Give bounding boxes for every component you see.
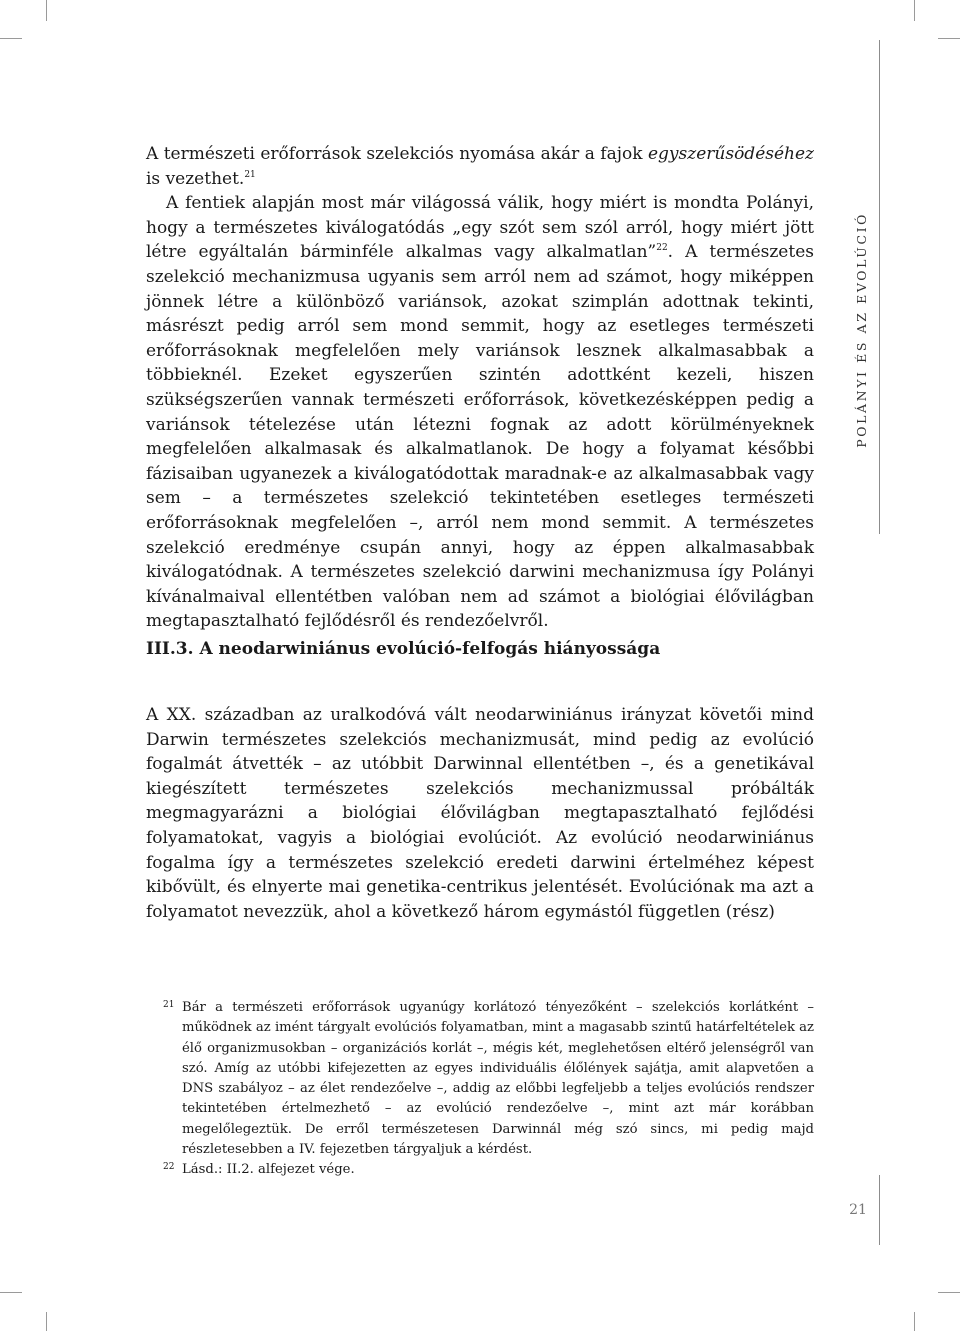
footnote-number: 22 [163,1162,175,1173]
footnote-text: Bár a természeti erőforrások ugyanúgy korlátozó tényezőként – szelekciós korlátként – működnek az imént tárgyalt evolúciós folyamatban, mint a magasabb szintű határfeltételek az élő organizmusokban – organizációs korlát –, mégis két, meglehetősen eltérő jelenségről van szó. Amíg az utóbbi kifejezetten az egyes individuális élőlények sajátja, amit alapvetően a DNS szabályoz – az élet rendezőelve –, addig az előbbi legfeljebb a teljes evolúciós rendszer tekintetében értelmezhető – az evolúció rendezőelve –, mint azt már korábban megelőlegeztük. De erről természetesen Darwinnál még szó sincs, mi pedig majd részletesebben a IV. fejezetben tárgyaljuk a kérdést. [182,1000,814,1158]
crop-mark-bottom-left [0,1292,22,1293]
crop-mark-right-bottom [914,1312,915,1331]
running-head: POLÁNYI ÉS AZ EVOLÚCIÓ [853,212,869,448]
paragraph-1: A természeti erőforrások szelekciós nyomása akár a fajok egyszerűsödéséhez is vezethet.$^{21}$ [146,144,814,189]
crop-mark-left-bottom [46,1312,47,1331]
footnote-ref-22[interactable]: 22 [656,243,668,254]
paragraph-2: A fentiek alapján most már világossá válik, hogy miért is mondta Polányi, hogy a természetes kiválogatódás „egy szót sem szól arról, hogy miért jött létre egyáltalán bárminféle alkalmas vagy alkalmatlan”$^{22}$. A természetes szelekció mechanizmusa ugyanis sem arról nem ad számot, hogy miképpen jönnek létre a különböző variánsok, azokat szimplán adottnak tekinti, másrészt pedig arról sem mond semmit, hogy az esetleges természeti erőforrásoknak megfelelően mely variánsok lesznek alkalmasabbak a többieknél. Ezeket egyszerűen szintén adottként kezeli, hiszen szükségszerűen vannak természeti erőforrások, következésképpen pedig a variánsok tételezése után létezni fognak az adott körülményeknek megfelelően alkalmasak és alkalmatlanok. De hogy a folyamat későbbi fázisaiban ugyanezek a kiválogatódottak maradnak-e az alkalmasabbak vagy sem – a természetes szelekció tekintetében esetleges természeti erőforrásoknak megfelelően –, arról nem mond semmit. A természetes szelekció eredménye csupán annyi, hogy az éppen alkalmasabbak kiválogatódnak. A természetes szelekció darwini mechanizmusa így Polányi kívánalmaival ellentétben valóban nem ad számot a biológiai élővilágban megtapasztalható fejlődésről és rendezőelvről. [146,193,814,632]
footnote-22 [146,1160,814,1180]
crop-mark-bottom-right [938,1292,960,1293]
crop-mark-top-right [914,0,915,21]
footnotes [146,998,814,1181]
page-number-rule [879,1175,880,1245]
running-head-rule [879,40,880,534]
paragraph-3: A XX. században az uralkodóvá vált neodarwiniánus irányzat követői mind Darwin természetes szelekciós mechanizmusát, mind pedig az evolúció fogalmát átvették – az utóbbit Darwinnal ellentétben –, és a genetikával kiegészített természetes szelekciós mechanizmussal próbálták megmagyarázni a biológiai élővilágban megtapasztalható fejlődési folyamatokat, vagyis a biológiai evolúciót. Az evolúció neodarwiniánus fogalma így a természetes szelekció eredeti darwini értelméhez képest kibővült, és elnyerte mai genetika-centrikus jelentését. Evolúciónak ma azt a folyamatot nevezzük, ahol a következő három egymástól független (rész) [146,705,814,922]
main-text [146,142,814,634]
crop-mark-top-left [46,0,47,21]
footnote-21 [146,998,814,1160]
section-text [146,686,814,941]
footnote-ref-21[interactable]: 21 [244,169,256,180]
footnote-number: 21 [163,1000,175,1010]
crop-mark-left-top [0,38,22,39]
section-title: III.3. A neodarwiniánus evolúció-felfogás hiányossága [146,639,661,659]
page-number: 21 [849,1202,867,1218]
crop-mark-right-top [938,38,960,39]
emphasis: egyszerűsödéséhez [647,144,814,164]
footnote-text: Lásd.: II.2. alfejezet vége. [182,1162,355,1178]
